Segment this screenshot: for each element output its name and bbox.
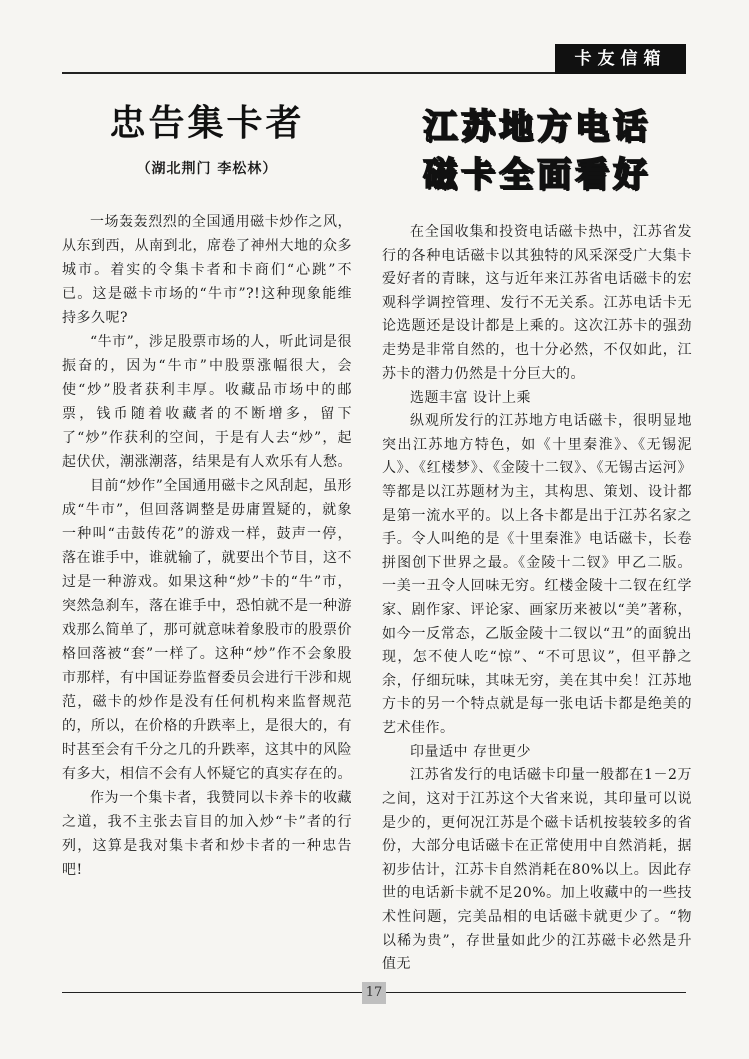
left-article-byline: （湖北荆门 李松林） <box>136 161 278 177</box>
right-subhead-1: 选题丰富 设计上乘 <box>410 390 531 407</box>
right-article <box>382 103 692 977</box>
left-article <box>62 95 352 882</box>
left-paragraph: 目前“炒作”全国通用磁卡之风刮起，虽形成“牛市”，但回落调整是毋庸置疑的，就象一种叫“击鼓传花”的游戏一样，鼓声一停，落在谁手中，谁就输了，就要出个节目，这不过是一种游戏。如果这种“炒”卡的“牛”市，突然急刹车，落在谁手中，恐怕就不是一种游戏那么简单了，那可就意味着象股市的股票价格回落被“套”一样了。这种“炒”作不会象股市那样，有中国证券监督委员会进行干涉和规范，磁卡的炒作是没有任何机构来监督规范的，所以，在价格的升跌率上，是很大的，有时甚至会有千分之几的升跌率，这其中的风险有多大，相信不会有人怀疑它的真实存在的。 <box>62 478 352 782</box>
left-paragraph: 作为一个集卡者，我赞同以卡养卡的收藏之道，我不主张去盲目的加入炒“卡”者的行列，这算是我对集卡者和炒卡者的一种忠告吧! <box>62 790 352 878</box>
right-section-1: 纵观所发行的江苏地方电话磁卡，很明显地突出江苏地方特色，如《十里秦淮》、《无锡泥人》、《红楼梦》、《金陵十二钗》、《无锡古运河》等都是以江苏题材为主，其构思、策划、设计都是第一流水平的。以上各卡都是出于江苏名家之手。令人叫绝的是《十里秦淮》电话磁卡，长卷拼图创下世界之最。《金陵十二钗》甲乙二版。一美一丑令人回味无穷。红楼金陵十二钗在红学家、剧作家、评论家、画家历来被以“美”著称，如今一反常态，乙版金陵十二钗以“丑”的面貌出现，怎不使人吃“惊”、“不可思议”，但平静之余，仔细玩味，其味无穷，美在其中矣！江苏地方卡的另一个特点就是每一张电话卡都是绝美的艺术佳作。 <box>382 413 692 736</box>
left-article-title: 忠告集卡者 <box>109 103 305 144</box>
left-paragraph: “牛市”，涉足股票市场的人，听此词是很振奋的，因为“牛市”中股票涨幅很大，会使“炒”股者获利丰厚。收藏品市场中的邮票，钱币随着收藏者的不断增多，留下了“炒”作获利的空间，于是有人去“炒”，起起伏伏，潮涨潮落，结果是有人欢乐有人愁。 <box>62 334 352 470</box>
right-article-title <box>382 103 692 199</box>
right-section-2: 江苏省发行的电话磁卡印量一般都在1－2万之间，这对于江苏这个大省来说，其印量可以说是少的，更何况江苏是个磁卡话机按装较多的省份，大部分电话磁卡在正常使用中自然消耗，据初步估计，江苏卡自然消耗在80%以上。因此存世的电话新卡就不足20%。加上收藏中的一些技术性问题，完美品相的电话磁卡就更少了。“物以稀为贵”，存世量如此少的江苏磁卡必然是升值无 <box>382 767 692 973</box>
left-paragraph: 一场轰轰烈烈的全国通用磁卡炒作之风，从东到西，从南到北，席卷了神州大地的众多城市。着实的令集卡者和卡商们“心跳”不已。这是磁卡市场的“牛市”?!这种现象能维持多久呢? <box>62 214 352 326</box>
page-number: 17 <box>362 982 386 1004</box>
section-tag: 卡友信箱 <box>555 44 686 74</box>
right-intro-paragraph: 在全国收集和投资电话磁卡热中，江苏省发行的各种电话磁卡以其独特的风采深受广大集卡爱好者的青睐，这与近年来江苏省电话磁卡的宏观科学调控管理、发行不无关系。江苏电话卡无论选题还是设计都是上乘的。这次江苏卡的强劲走势是非常自然的，也十分必然，不仅如此，江苏卡的潜力仍然是十分巨大的。 <box>382 224 692 382</box>
right-title-line2: 磁卡全面看好 <box>423 155 651 195</box>
right-title-line1: 江苏地方电话 <box>423 107 651 147</box>
right-subhead-2: 印量适中 存世更少 <box>410 744 531 761</box>
